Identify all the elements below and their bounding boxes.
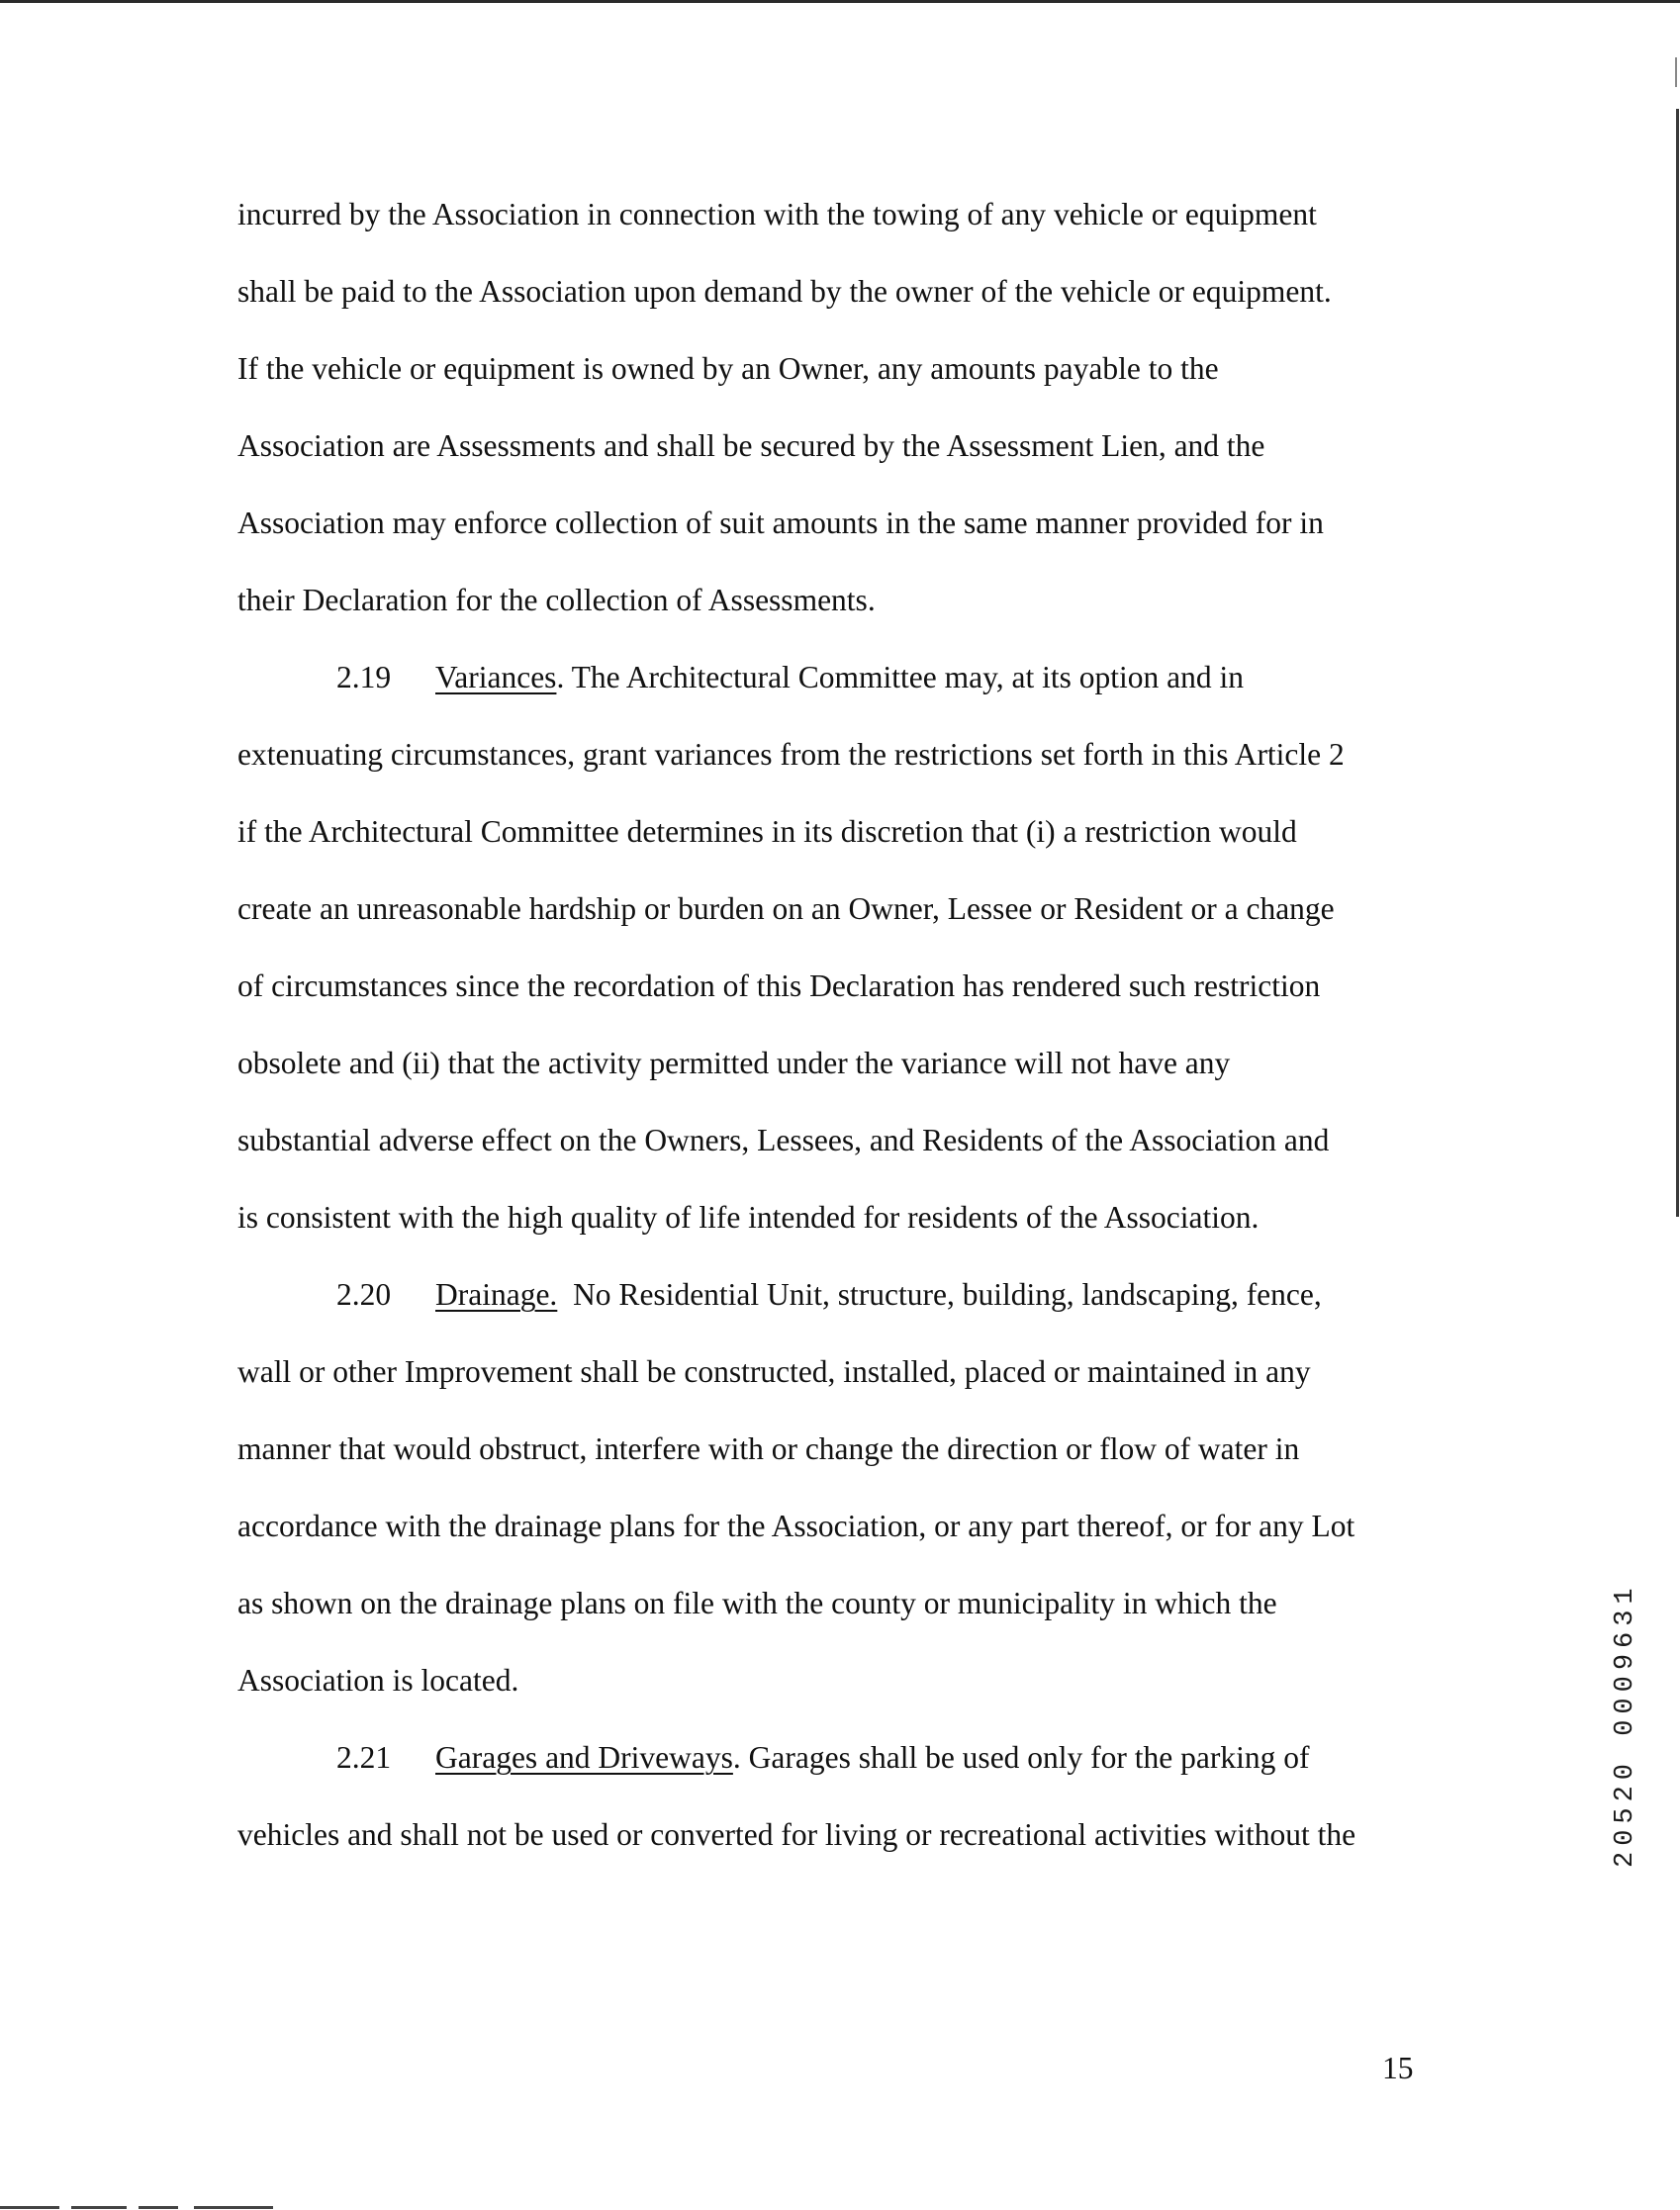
- text-line: vehicles and shall not be used or converted for living or recreational activities without the: [237, 1817, 1356, 1852]
- text-line: shall be paid to the Association upon demand by the owner of the vehicle or equipment.: [237, 274, 1332, 309]
- section-2-19-variances: [237, 639, 1445, 1256]
- section-2-20-drainage: [237, 1256, 1445, 1719]
- text-line: if the Architectural Committee determines in its discretion that (i) a restriction would: [237, 814, 1297, 849]
- section-2-21-garages: [237, 1719, 1445, 1874]
- document-body: [237, 176, 1445, 1874]
- scan-right-edge: [1676, 109, 1679, 1217]
- text-line: incurred by the Association in connection with the towing of any vehicle or equipment: [237, 197, 1317, 231]
- text-line: Association is located.: [237, 1663, 519, 1698]
- text-line: Association are Assessments and shall be secured by the Assessment Lien, and the: [237, 428, 1265, 463]
- text-line: wall or other Improvement shall be constructed, installed, placed or maintained in any: [237, 1354, 1311, 1389]
- text-line: extenuating circumstances, grant variances from the restrictions set forth in this Article 2: [237, 737, 1345, 772]
- section-first-line-text: No Residential Unit, structure, building, landscaping, fence,: [557, 1277, 1322, 1312]
- section-number: 2.20: [336, 1277, 392, 1312]
- text-line: accordance with the drainage plans for the Association, or any part thereof, or for any Lot: [237, 1509, 1355, 1543]
- text-line: Association may enforce collection of suit amounts in the same manner provided for in: [237, 506, 1324, 540]
- section-heading: Garages and Driveways: [435, 1740, 733, 1775]
- section-first-line: [237, 639, 1445, 716]
- section-heading: Drainage.: [435, 1277, 558, 1312]
- section-first-line: [237, 1719, 1445, 1796]
- text-line: as shown on the drainage plans on file with the county or municipality in which the: [237, 1586, 1277, 1620]
- section-heading: Variances: [435, 660, 557, 694]
- scan-bottom-marks: [0, 2206, 277, 2209]
- text-line: of circumstances since the recordation of this Declaration has rendered such restriction: [237, 968, 1321, 1003]
- section-first-line: [237, 1256, 1445, 1334]
- scan-right-mark: [1675, 57, 1677, 87]
- paragraph-towing-continuation: [237, 176, 1445, 639]
- section-first-line-text: . The Architectural Committee may, at its option and in: [556, 660, 1245, 694]
- document-control-number: 20520 0009631: [1611, 1582, 1640, 1868]
- text-line: is consistent with the high quality of life intended for residents of the Association.: [237, 1200, 1260, 1235]
- text-line: obsolete and (ii) that the activity permitted under the variance will not have any: [237, 1046, 1231, 1080]
- section-first-line-text: . Garages shall be used only for the parking of: [732, 1740, 1310, 1775]
- scan-top-edge: [0, 0, 1680, 3]
- text-line: their Declaration for the collection of Assessments.: [237, 583, 876, 617]
- text-line: manner that would obstruct, interfere with or change the direction or flow of water in: [237, 1431, 1300, 1466]
- page-number: 15: [1382, 2051, 1414, 2085]
- text-line: If the vehicle or equipment is owned by an Owner, any amounts payable to the: [237, 351, 1219, 386]
- text-line: substantial adverse effect on the Owners, Lessees, and Residents of the Association and: [237, 1123, 1330, 1157]
- text-line: create an unreasonable hardship or burden on an Owner, Lessee or Resident or a change: [237, 891, 1335, 926]
- section-number: 2.21: [336, 1740, 392, 1775]
- section-number: 2.19: [336, 660, 392, 694]
